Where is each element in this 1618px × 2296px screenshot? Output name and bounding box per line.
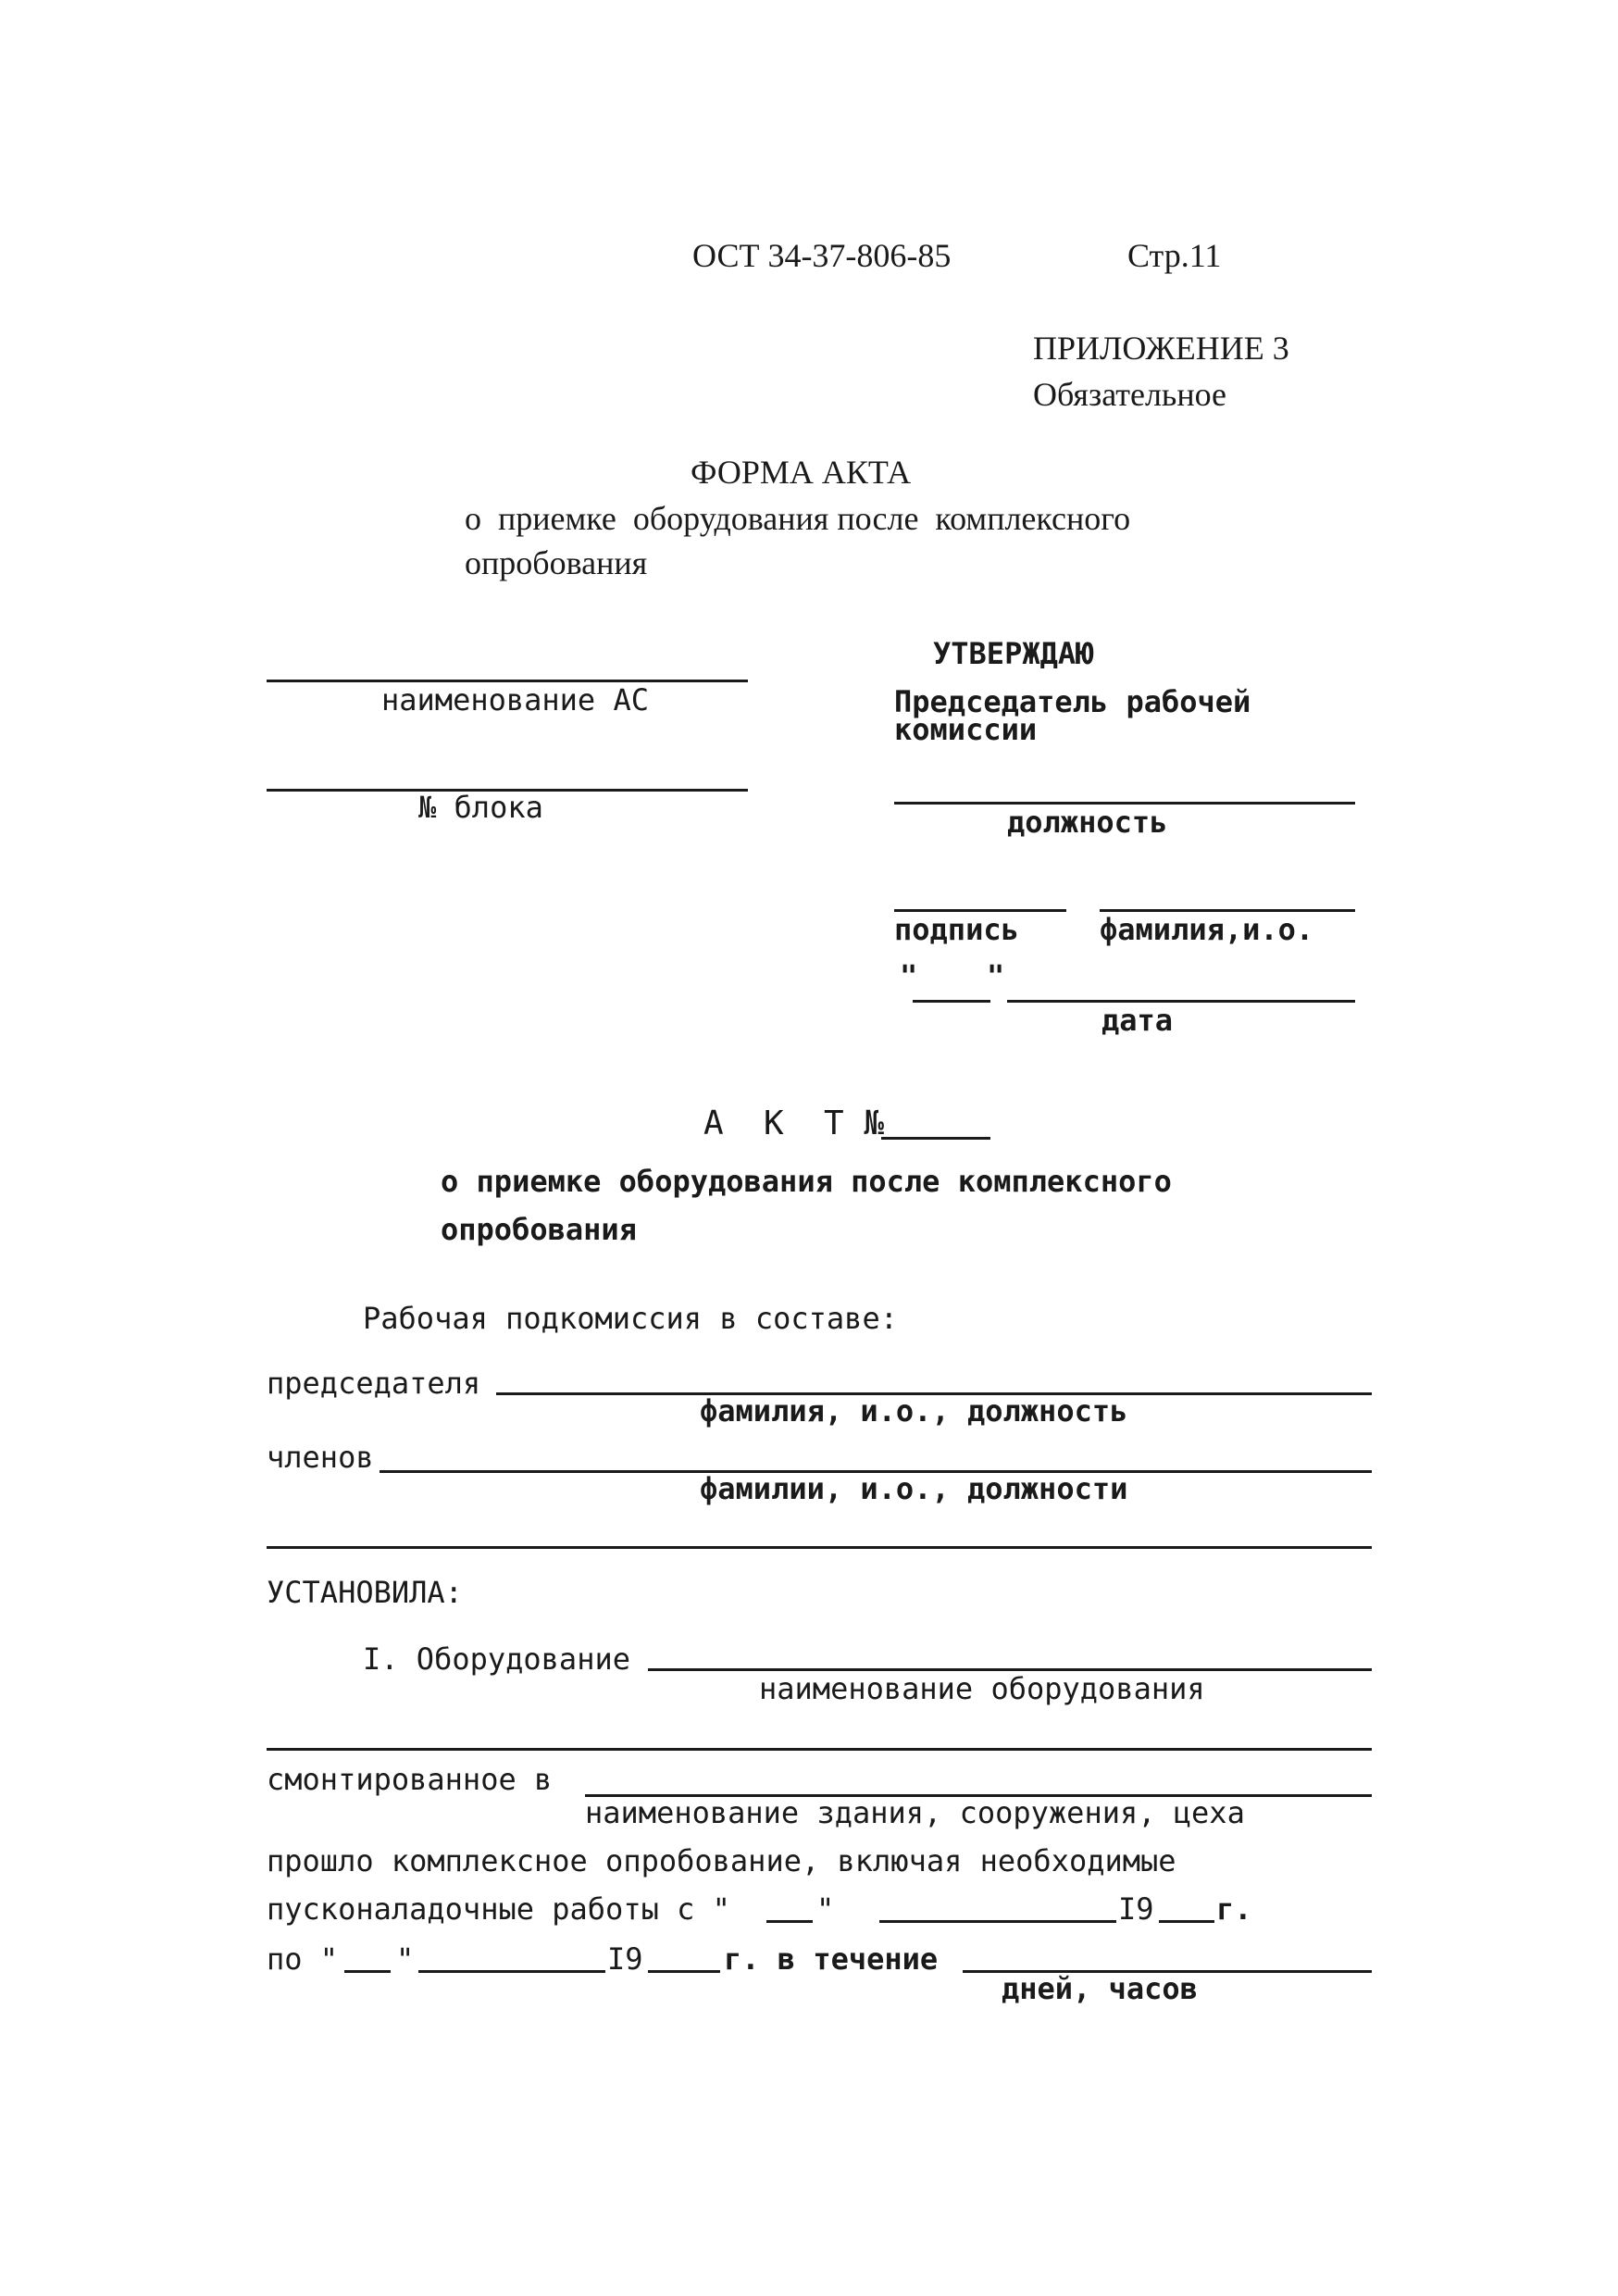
- position-caption: должность: [1007, 805, 1168, 840]
- equipment-extra-line: [267, 1748, 1372, 1751]
- name-caption: фамилия,и.о.: [1100, 912, 1314, 947]
- start-day-line: [766, 1920, 813, 1923]
- chairman-label: председателя: [267, 1366, 481, 1401]
- form-subtitle-line2: опробования: [465, 544, 648, 581]
- building-caption: наименование здания, сооружения, цеха: [585, 1795, 1245, 1830]
- commissioning-label: пусконаладочные работы с ": [267, 1891, 730, 1927]
- appendix-status: Обязательное: [1033, 376, 1227, 413]
- start-year-prefix: I9: [1118, 1891, 1154, 1927]
- date-quote-open: ": [900, 958, 918, 993]
- form-subtitle-line1: о приемке оборудования после комплексного: [465, 500, 1131, 537]
- start-quote-close: ": [816, 1891, 835, 1927]
- end-day-line: [344, 1970, 391, 1973]
- date-quote-close: ": [987, 958, 1005, 993]
- composition-text: Рабочая подкомиссия в составе:: [363, 1301, 898, 1336]
- act-title: А К Т №: [703, 1104, 885, 1142]
- start-year-line: [1159, 1920, 1214, 1923]
- equipment-caption: наименование оборудования: [759, 1671, 1205, 1706]
- during-label: г. в течение: [724, 1941, 939, 1977]
- end-label: по ": [267, 1941, 339, 1977]
- passed-text: прошло комплексное опробование, включая необходимые: [267, 1843, 1176, 1878]
- date-day-line: [913, 1000, 990, 1003]
- duration-caption: дней, часов: [1002, 1971, 1198, 2006]
- chairman-caption: фамилия, и.о., должность: [700, 1393, 1128, 1429]
- act-subtitle-line2: опробования: [441, 1212, 637, 1247]
- date-month-line: [1007, 1000, 1355, 1003]
- chairman-title-line2: комиссии: [894, 712, 1038, 747]
- block-number-caption: № блока: [418, 790, 543, 825]
- chairman-title-line1: Председатель рабочей: [894, 684, 1251, 719]
- end-quote-close: ": [396, 1941, 415, 1977]
- members-extra-line: [267, 1546, 1372, 1549]
- end-year-prefix: I9: [607, 1941, 643, 1977]
- as-name-caption: наименование АС: [381, 682, 649, 718]
- equipment-label: I. Оборудование: [363, 1641, 630, 1677]
- signature-caption: подпись: [894, 912, 1019, 947]
- members-label: членов: [267, 1440, 374, 1475]
- established-heading: УСТАНОВИЛА:: [267, 1575, 463, 1610]
- start-year-suffix: г.: [1216, 1891, 1252, 1927]
- appendix-title: ПРИЛОЖЕНИЕ 3: [1033, 330, 1289, 367]
- page-number: Стр.11: [1127, 237, 1222, 274]
- members-caption: фамилии, и.о., должности: [700, 1471, 1128, 1506]
- approval-heading: УТВЕРЖДАЮ: [933, 636, 1094, 671]
- act-subtitle-line1: о приемке оборудования после комплексного: [441, 1164, 1172, 1199]
- date-caption: дата: [1101, 1003, 1174, 1038]
- mounted-label: смонтированное в: [267, 1762, 553, 1797]
- end-year-line: [648, 1970, 720, 1973]
- standard-number: ОСТ 34-37-806-85: [692, 237, 952, 274]
- form-title: ФОРМА АКТА: [691, 454, 912, 491]
- end-month-line: [418, 1970, 605, 1973]
- start-month-line: [879, 1920, 1116, 1923]
- act-number-line: [881, 1137, 990, 1140]
